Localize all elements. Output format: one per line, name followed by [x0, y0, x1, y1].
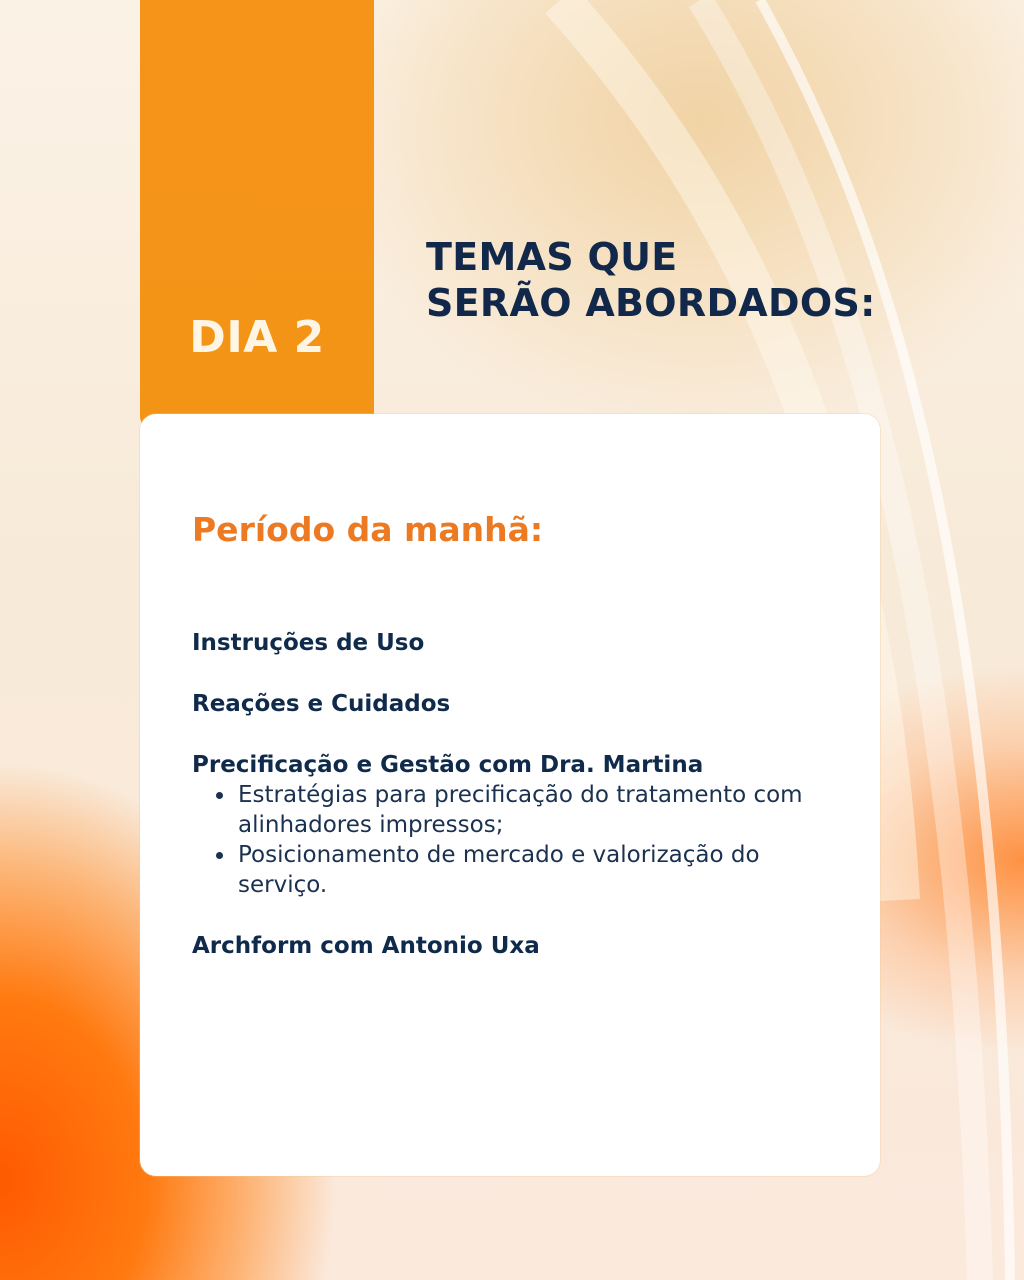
page-title — [426, 234, 876, 326]
bullet-dot-icon — [216, 852, 223, 859]
topic-item — [192, 628, 832, 658]
topic-title: Instruções de Uso — [192, 630, 425, 656]
topic-title: Archform com Antonio Uxa — [192, 933, 540, 959]
day-tab — [140, 0, 374, 432]
period-heading: Período da manhã: — [192, 510, 544, 549]
topic-item — [192, 931, 832, 961]
bullet-text: Posicionamento de mercado e valorização do serviço. — [238, 842, 760, 898]
bullet-item — [216, 840, 832, 900]
topic-item — [192, 750, 832, 900]
bullet-text: Estratégias para precificação do tratamento com alinhadores impressos; — [238, 782, 803, 838]
topics-list — [192, 628, 832, 992]
day-label: DIA 2 — [189, 312, 325, 363]
topic-title: Reações e Cuidados — [192, 691, 451, 717]
topics-card — [140, 414, 880, 1176]
topic-item — [192, 689, 832, 719]
bullet-item — [216, 780, 832, 840]
page-title-line-2: SERÃO ABORDADOS: — [426, 281, 876, 325]
topic-title: Precificação e Gestão com Dra. Martina — [192, 752, 704, 778]
page-title-line-1: TEMAS QUE — [426, 235, 678, 279]
topic-bullets — [192, 780, 832, 900]
bullet-dot-icon — [216, 792, 223, 799]
